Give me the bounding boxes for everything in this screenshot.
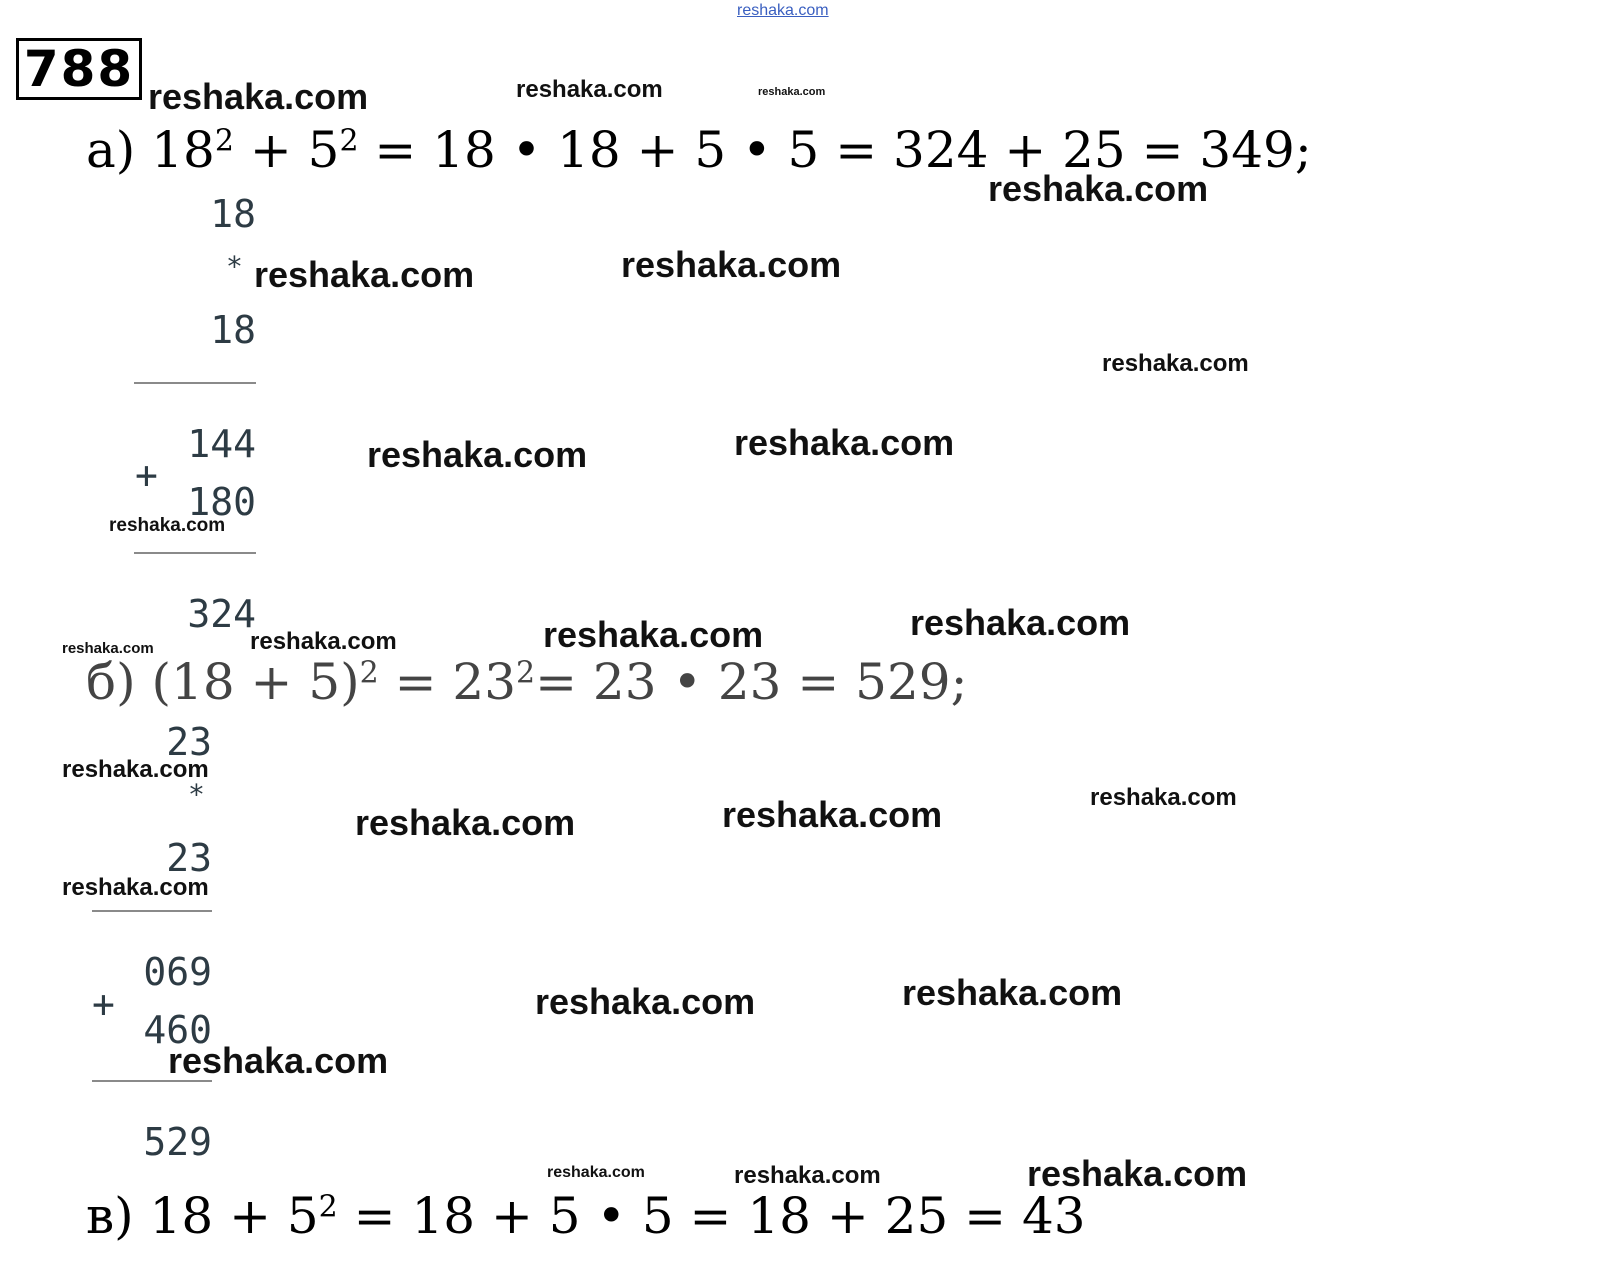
col-a-partial-2: 180 — [187, 480, 256, 524]
col-b-multiplicand: 23 — [166, 720, 212, 764]
equation-c-prefix: в) 18 + 5 — [86, 1187, 319, 1245]
watermark: reshaka.com — [62, 874, 209, 901]
col-a-result: 324 — [187, 592, 256, 636]
watermark: reshaka.com — [148, 76, 369, 117]
watermark: reshaka.com — [516, 76, 663, 103]
col-b-partial-2: 460 — [143, 1008, 212, 1052]
equation-b-prefix: б) (18 + 5) — [86, 653, 360, 711]
col-a-rule-1 — [134, 382, 256, 384]
watermark: reshaka.com — [355, 802, 576, 843]
col-a-multiplier: 18 — [210, 308, 256, 352]
watermark: reshaka.com — [62, 756, 209, 783]
equation-a-prefix: а) 18 — [86, 121, 215, 179]
col-b-times-sign: * — [188, 778, 205, 811]
equation-a-rest: = 18 • 18 + 5 • 5 = 324 + 25 = 349; — [358, 121, 1312, 179]
watermark: reshaka.com — [902, 972, 1123, 1013]
equation-b-rest: = 23 • 23 = 529; — [535, 653, 968, 711]
watermark: reshaka.com — [535, 981, 756, 1022]
col-b-result: 529 — [143, 1120, 212, 1164]
equation-b-exp1: 2 — [359, 655, 379, 691]
watermark: reshaka.com — [988, 168, 1209, 209]
equation-a-exp2: 2 — [339, 123, 359, 159]
equation-b-exp2: 2 — [516, 655, 536, 691]
watermark: reshaka.com — [1027, 1153, 1248, 1194]
col-a-rule-2 — [134, 552, 256, 554]
watermark: reshaka.com — [254, 254, 475, 295]
watermark: reshaka.com — [168, 1040, 389, 1081]
watermark: reshaka.com — [109, 515, 226, 536]
watermark: reshaka.com — [621, 244, 842, 285]
col-a-times-sign: * — [226, 250, 243, 283]
watermark: reshaka.com — [547, 1164, 645, 1181]
col-b-partial-1: 069 — [143, 950, 212, 994]
equation-b — [86, 652, 967, 712]
watermark: reshaka.com — [543, 614, 764, 655]
col-a-plus-sign: + — [135, 453, 158, 497]
col-b-multiplier: 23 — [166, 836, 212, 880]
watermark: reshaka.com — [1102, 350, 1249, 377]
equation-c — [86, 1186, 1086, 1246]
equation-a-mid: + 5 — [233, 121, 340, 179]
watermark: reshaka.com — [910, 602, 1131, 643]
watermark: reshaka.com — [367, 434, 588, 475]
equation-b-mid: = 23 — [378, 653, 517, 711]
watermark: reshaka.com — [62, 640, 154, 657]
equation-a-exp1: 2 — [214, 123, 234, 159]
equation-c-exp1: 2 — [318, 1189, 338, 1225]
watermark: reshaka.com — [1090, 784, 1237, 811]
watermark: reshaka.com — [734, 422, 955, 463]
watermark: reshaka.com — [722, 794, 943, 835]
watermark: reshaka.com — [758, 86, 826, 98]
site-header-link[interactable]: reshaka.com — [737, 2, 829, 19]
col-a-multiplicand: 18 — [210, 192, 256, 236]
watermark: reshaka.com — [734, 1162, 881, 1189]
equation-c-rest: = 18 + 5 • 5 = 18 + 25 = 43 — [337, 1187, 1086, 1245]
col-a-partial-1: 144 — [187, 422, 256, 466]
col-b-plus-sign: + — [92, 982, 115, 1026]
watermark: reshaka.com — [250, 628, 397, 655]
problem-number: 788 — [16, 38, 142, 100]
col-b-rule-1 — [92, 910, 212, 912]
